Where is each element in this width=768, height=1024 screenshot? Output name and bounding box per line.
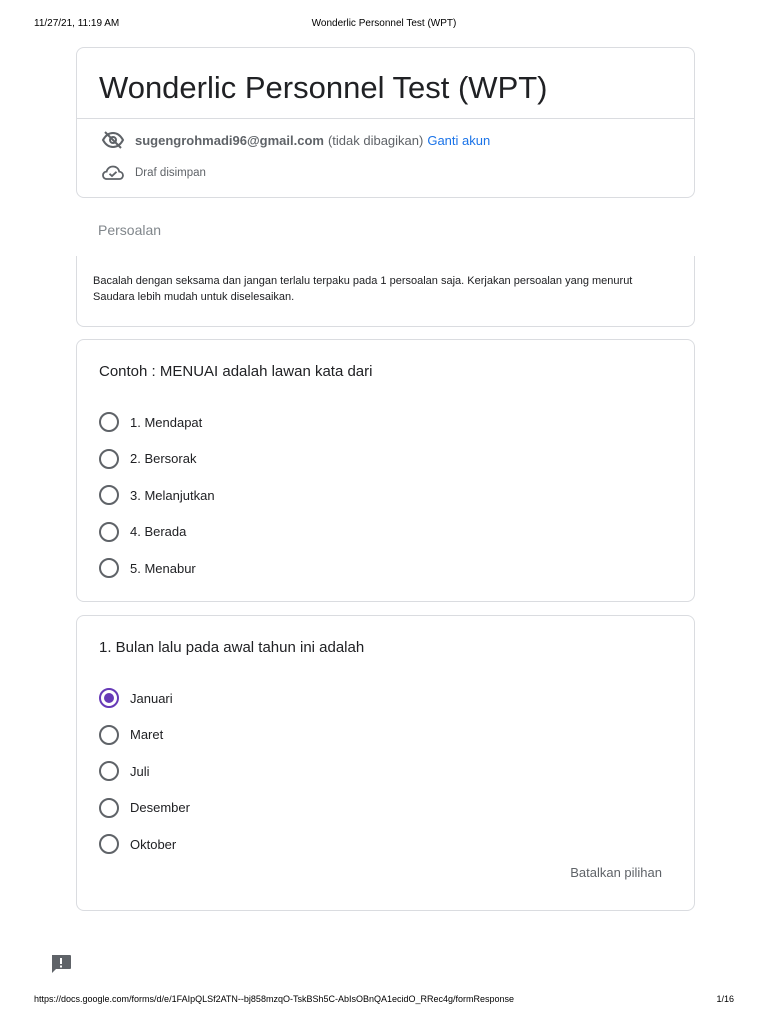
option-label: Januari bbox=[130, 690, 173, 706]
form-header-card bbox=[76, 47, 695, 198]
header-divider bbox=[77, 118, 694, 119]
options-group bbox=[99, 680, 190, 863]
option-label: Maret bbox=[130, 727, 164, 743]
radio-button[interactable] bbox=[99, 798, 119, 818]
eye-off-icon bbox=[101, 130, 125, 150]
radio-button[interactable] bbox=[99, 761, 119, 781]
print-footer bbox=[0, 994, 768, 1006]
radio-button[interactable] bbox=[99, 834, 119, 854]
switch-account-link[interactable]: Ganti akun bbox=[427, 132, 491, 148]
question-title: Contoh : MENUAI adalah lawan kata dari bbox=[99, 363, 373, 380]
radio-option[interactable] bbox=[99, 680, 190, 717]
radio-button-selected[interactable] bbox=[99, 688, 119, 708]
radio-button[interactable] bbox=[99, 412, 119, 432]
radio-button[interactable] bbox=[99, 522, 119, 542]
form-title: Wonderlic Personnel Test (WPT) bbox=[99, 70, 548, 105]
print-doc-title: Wonderlic Personnel Test (WPT) bbox=[311, 18, 457, 29]
radio-button[interactable] bbox=[99, 485, 119, 505]
print-page-number: 1/16 bbox=[716, 994, 734, 1004]
option-label: Desember bbox=[130, 800, 190, 816]
question-card bbox=[76, 339, 695, 602]
account-row bbox=[101, 130, 490, 150]
radio-option[interactable] bbox=[99, 790, 190, 827]
cloud-check-icon bbox=[101, 163, 125, 183]
radio-button[interactable] bbox=[99, 449, 119, 469]
radio-button[interactable] bbox=[99, 725, 119, 745]
option-label: 2. Bersorak bbox=[130, 451, 197, 467]
option-label: 1. Mendapat bbox=[130, 414, 203, 430]
question-title: 1. Bulan lalu pada awal tahun ini adalah bbox=[99, 639, 365, 656]
radio-option[interactable] bbox=[99, 441, 215, 478]
option-label: 4. Berada bbox=[130, 524, 187, 540]
draft-status: Draf disimpan bbox=[135, 167, 206, 179]
draft-status-row bbox=[101, 163, 206, 183]
radio-option[interactable] bbox=[99, 477, 215, 514]
section-description: Bacalah dengan seksama dan jangan terlalu terpaku pada 1 persoalan saja. Kerjakan persoalan yang menurut Saudara lebih mudah untuk diselesaikan. bbox=[93, 275, 633, 303]
option-label: 3. Melanjutkan bbox=[130, 487, 215, 503]
radio-option[interactable] bbox=[99, 514, 215, 551]
radio-option[interactable] bbox=[99, 717, 190, 754]
option-label: 5. Menabur bbox=[130, 560, 196, 576]
radio-option[interactable] bbox=[99, 826, 190, 863]
clear-selection-button[interactable]: Batalkan pilihan bbox=[570, 865, 662, 880]
question-card bbox=[76, 615, 695, 911]
print-url: https://docs.google.com/forms/d/e/1FAIpQLSf2ATN--bj858mzqO-TskBSh5C-AbIsOBnQA1ecidO_RRec4g/formResponse bbox=[34, 994, 515, 1004]
option-label: Oktober bbox=[130, 836, 177, 852]
section-title: Persoalan bbox=[98, 222, 162, 238]
radio-option[interactable] bbox=[99, 753, 190, 790]
radio-option[interactable] bbox=[99, 404, 215, 441]
option-label: Juli bbox=[130, 763, 150, 779]
feedback-icon[interactable] bbox=[50, 954, 72, 974]
section-description-card bbox=[76, 256, 695, 327]
account-note: (tidak dibagikan) bbox=[327, 132, 424, 148]
radio-option[interactable] bbox=[99, 550, 215, 587]
account-email: sugengrohmadi96@gmail.com bbox=[135, 132, 324, 148]
options-group bbox=[99, 404, 215, 587]
print-header bbox=[0, 18, 768, 30]
radio-button[interactable] bbox=[99, 558, 119, 578]
print-datetime: 11/27/21, 11:19 AM bbox=[34, 18, 120, 29]
